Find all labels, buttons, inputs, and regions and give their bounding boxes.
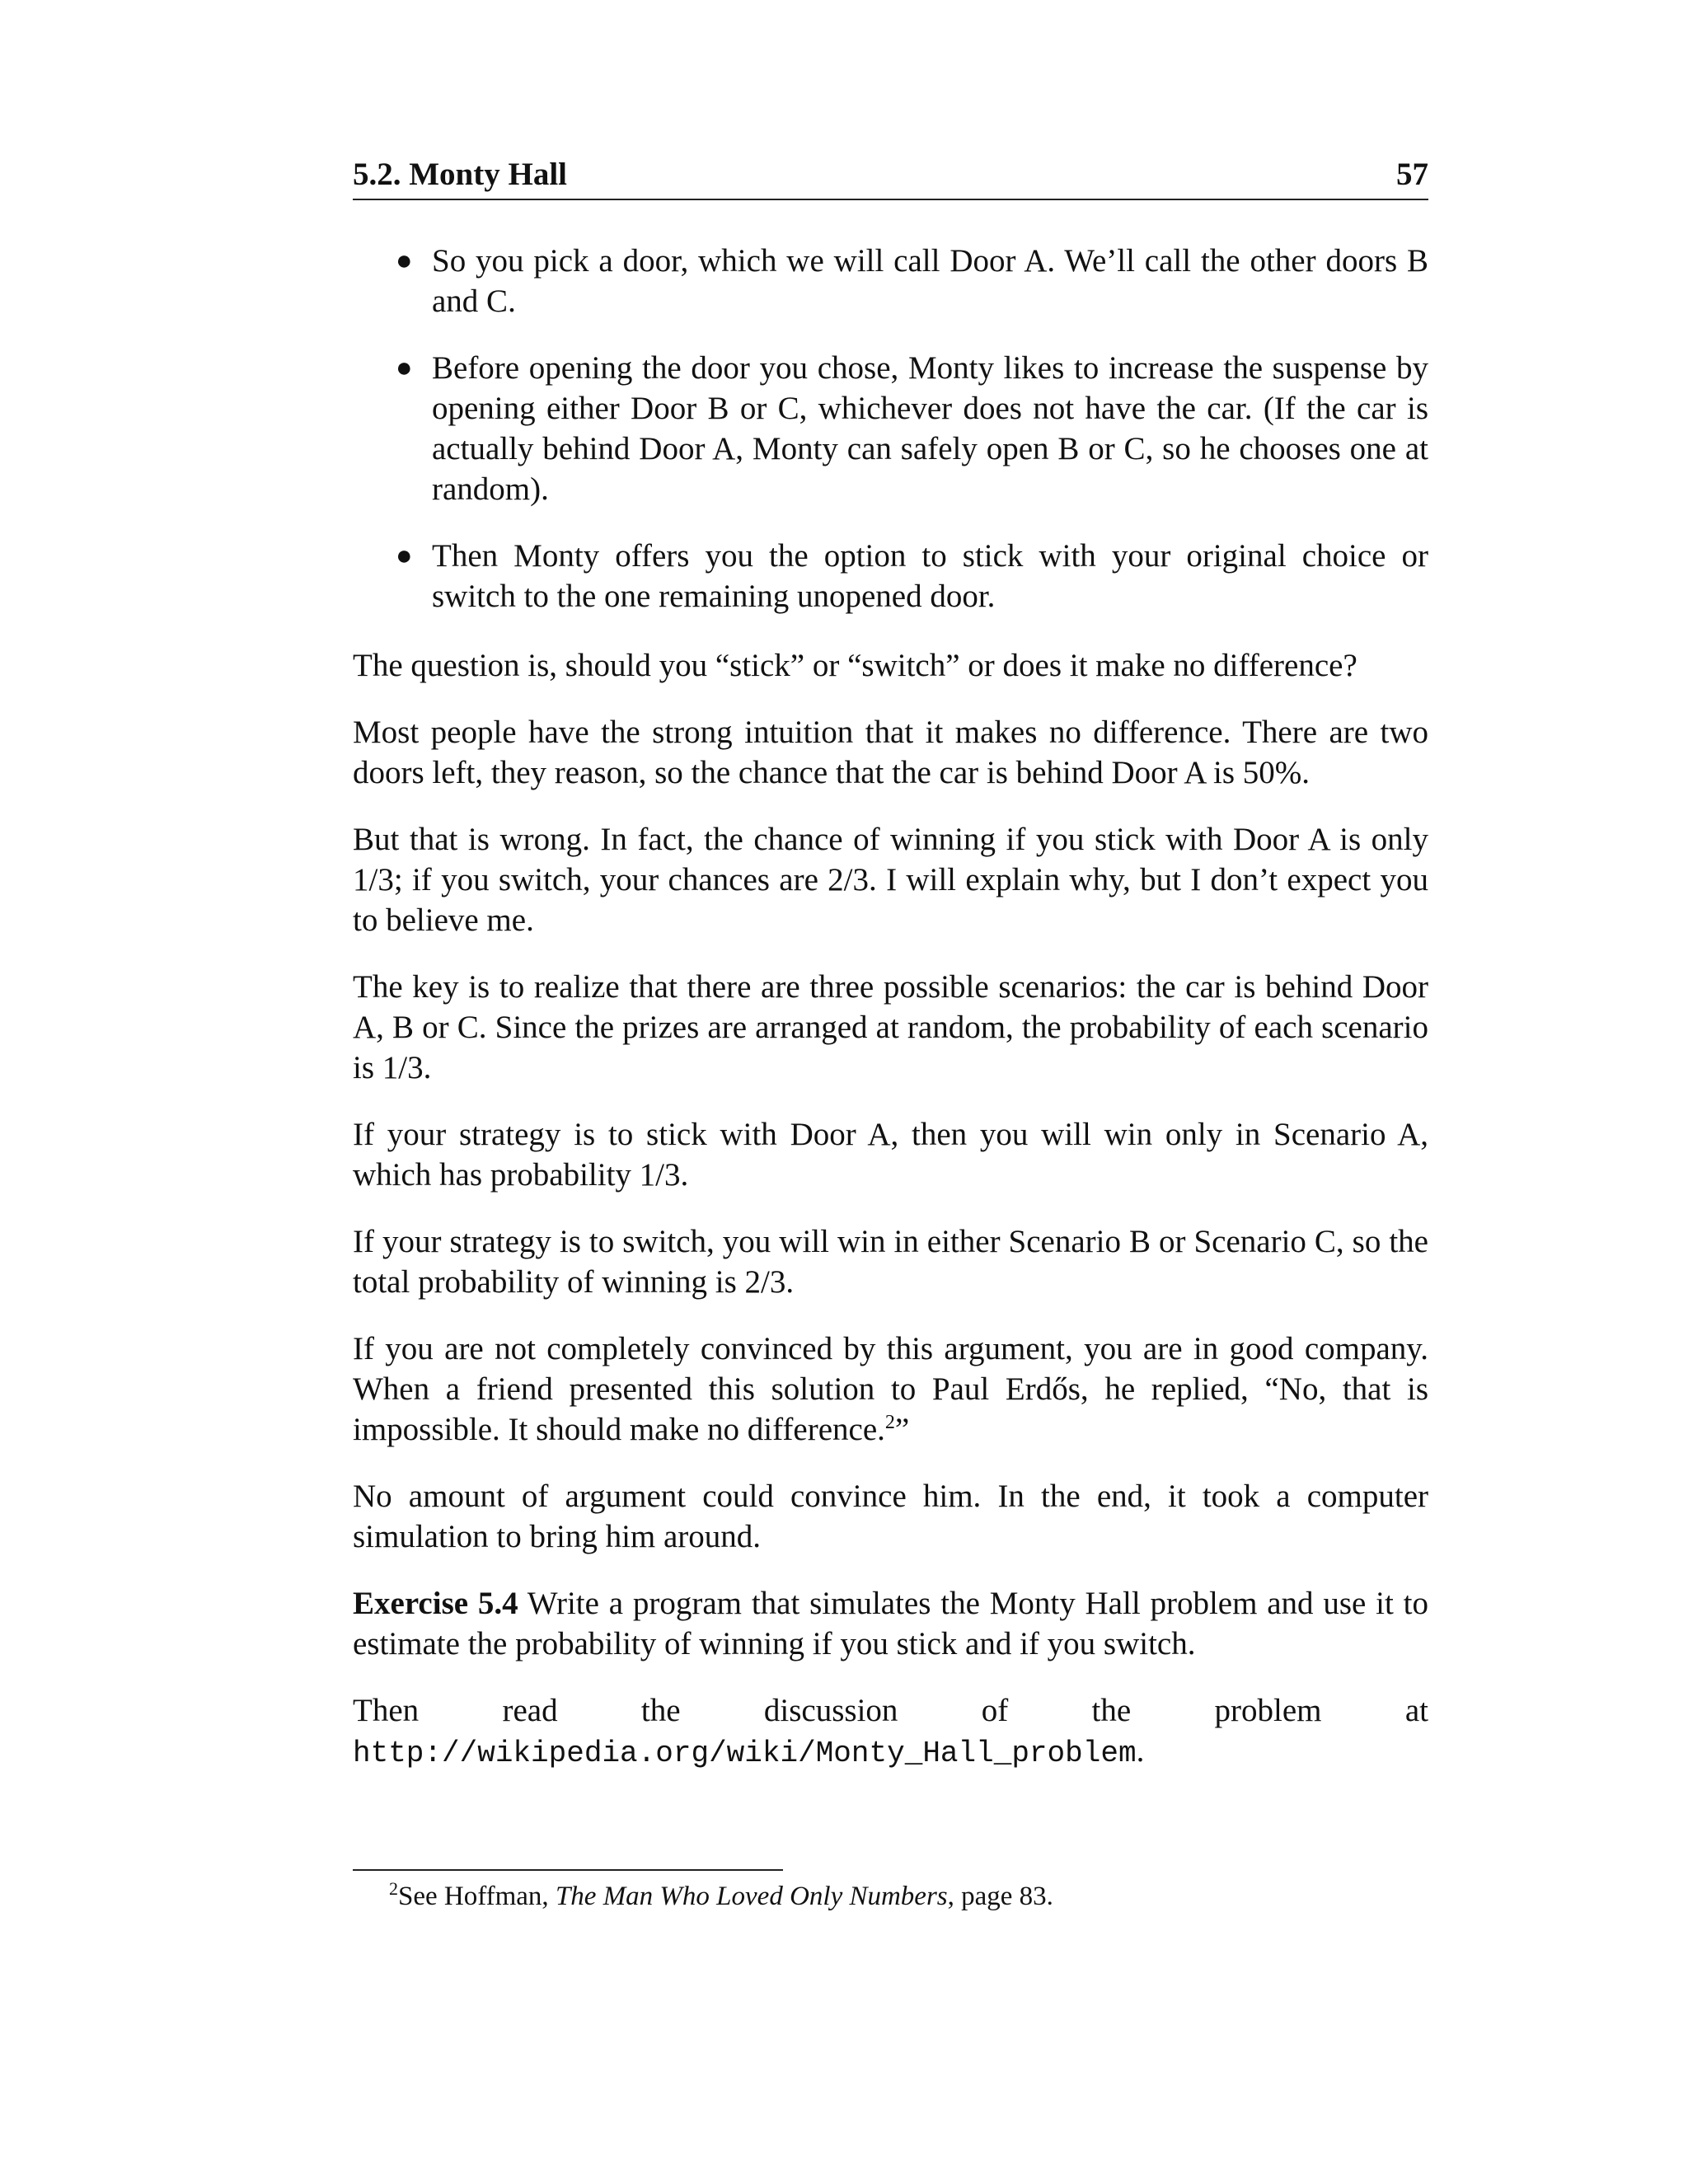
paragraph-wrong: But that is wrong. In fact, the chance of winning if you stick with Door A is only 1/3; if you switch, your chances are 2/3. I will explain why, but I don’t expect you to believe me. <box>353 822 1428 938</box>
header-rule <box>353 199 1428 200</box>
paragraph-simulation: No amount of argument could convince him. In the end, it took a computer simulation to bring him around. <box>353 1479 1428 1554</box>
bullet-icon: ● <box>396 541 413 571</box>
page-number: 57 <box>1396 157 1428 192</box>
paragraph-switch: If your strategy is to switch, you will win in either Scenario B or Scenario C, so the total probability of winning is 2/3. <box>353 1224 1428 1300</box>
paragraph-intuition: Most people have the strong intuition that it makes no difference. There are two doors left, they reason, so the chance that the car is behind Door A is 50%. <box>353 715 1428 790</box>
footnote-mark: 2 <box>389 1878 398 1899</box>
paragraph-discussion: Then read the discussion of the problem at http://wikipedia.org/wiki/Monty_Hall_problem. <box>353 1693 1428 1770</box>
footnote-rule <box>353 1869 783 1871</box>
paragraph-stick: If your strategy is to stick with Door A, then you will win only in Scenario A, which has probability 1/3. <box>353 1117 1428 1193</box>
bullet-item: ● Before opening the door you chose, Monty likes to increase the suspense by opening either Door B or C, whichever does not have the car. (If the car is actually behind Door A, Monty can safely open B or C, so he chooses one at random). <box>432 348 1428 509</box>
body-text <box>353 241 1428 1800</box>
bullet-icon: ● <box>396 353 413 383</box>
section-title: 5.2. Monty Hall <box>353 157 567 192</box>
wikipedia-link[interactable]: http://wikipedia.org/wiki/Monty_Hall_problem <box>353 1736 1137 1770</box>
running-header <box>353 153 1428 196</box>
exercise <box>353 1583 1428 1664</box>
paragraph-erdos: If you are not completely convinced by this argument, you are in good company. When a friend presented this solution to Paul Erdős, he replied, “No, that is impossible. It should make no difference.$^2$” <box>353 1331 1428 1447</box>
book-title: The Man Who Loved Only Numbers <box>555 1882 948 1911</box>
bullet-item: ● Then Monty offers you the option to stick with your original choice or switch to the one remaining unopened door. <box>432 536 1428 616</box>
paragraph-scenarios: The key is to realize that there are three possible scenarios: the car is behind Door A, B or C. Since the prizes are arranged at random, the probability of each scenario is 1/3. <box>353 969 1428 1085</box>
exercise-text: Write a program that simulates the Monty Hall problem and use it to estimate the probability of winning if you stick and if you switch. <box>353 1586 1428 1661</box>
footnote-reference[interactable]: 2 <box>884 1412 895 1433</box>
bullet-item: ● So you pick a door, which we will call Door A. We’ll call the other doors B and C. <box>432 241 1428 321</box>
exercise-label: Exercise 5.4 <box>353 1586 518 1621</box>
bullet-list <box>353 241 1428 616</box>
paragraph-question: The question is, should you “stick” or “switch” or does it make no difference? <box>353 648 1357 683</box>
bullet-icon: ● <box>396 246 413 276</box>
footnote: $^2$See Hoffman, The Man Who Loved Only Numbers, page 83. <box>389 1878 1053 1911</box>
